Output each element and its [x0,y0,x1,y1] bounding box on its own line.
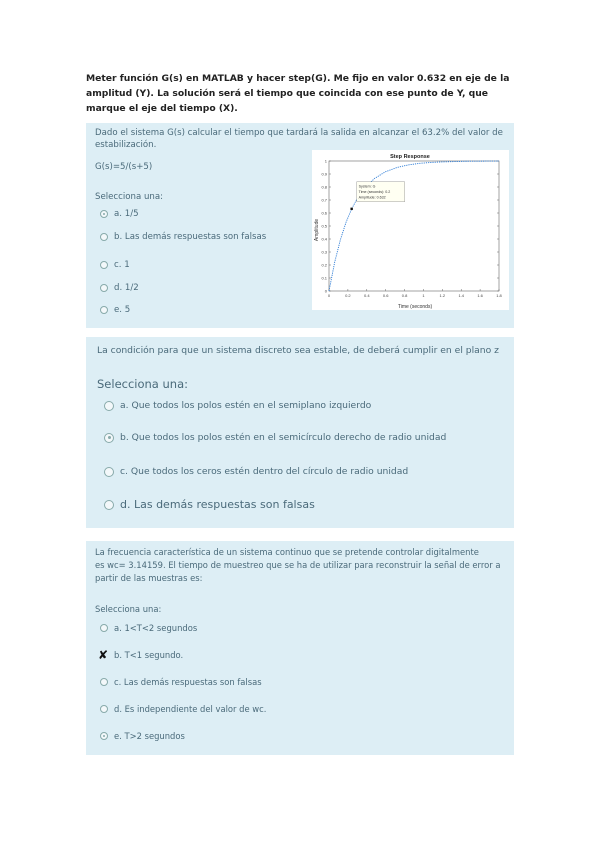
option-e[interactable] [100,305,130,315]
option-label: a. 1/5 [114,209,139,219]
x-tick-label: 1.8 [496,293,502,298]
option-b[interactable] [100,232,266,242]
option-c[interactable] [100,260,130,270]
option-d[interactable] [100,283,139,293]
option-a[interactable] [100,623,197,633]
question-text-line-2: es wc= 3.14159. El tiempo de muestreo que se ha de utilizar para reconstruir la señal de error a [95,560,501,570]
question-text-line-1: La frecuencia característica de un sistema continuo que se pretende controlar digitalmente [95,547,479,557]
y-tick-label: 0.9 [321,171,327,177]
option-c[interactable] [100,677,262,687]
option-d[interactable] [100,704,266,714]
x-tick-label: 0 [327,293,331,298]
y-tick-label: 0.3 [321,249,327,255]
option-label: c. Las demás respuestas son falsas [114,677,262,687]
radio-icon[interactable] [100,624,108,632]
option-a[interactable] [100,209,139,219]
option-label: c. 1 [114,260,130,270]
radio-selected-icon[interactable] [100,732,108,740]
radio-icon[interactable] [104,401,114,411]
plot-area [329,161,499,291]
option-label: a. 1<T<2 segundos [114,623,198,633]
datatip-marker [350,208,352,210]
select-label: Selecciona una: [95,192,164,202]
radio-icon[interactable] [100,284,108,292]
y-tick-label: 0.7 [321,197,327,203]
option-label: b. Que todos los polos estén en el semicírculo derecho de radio unidad [120,432,447,443]
option-a[interactable] [104,400,371,411]
datatip-text: System: G [358,184,376,189]
radio-icon[interactable] [100,678,108,686]
y-tick-label: 0.5 [321,223,327,229]
datatip-text: Amplitude: 0.632 [358,195,386,200]
radio-icon[interactable] [100,306,108,314]
chart-svg [312,150,509,310]
option-label: d. Las demás respuestas son falsas [120,498,315,511]
x-tick-label: 0.8 [401,293,408,298]
question-text: La condición para que un sistema discreto sea estable, de deberá cumplir en el plano z [97,345,499,356]
y-tick-label: 0.1 [321,275,327,281]
y-axis-label: Amplitude [314,218,320,242]
radio-icon[interactable] [100,261,108,269]
datatip-text: Time (seconds): 0.2 [358,189,391,194]
y-tick-label: 0.8 [321,184,327,190]
question-text-line-3: partir de las muestras es: [95,573,203,583]
x-tick-label: 0.4 [363,293,370,298]
x-axis-label: Time (seconds) [397,304,433,310]
radio-icon[interactable] [104,500,114,510]
option-label: e. 5 [114,305,131,315]
option-label: d. 1/2 [114,283,139,293]
option-label: d. Es independiente del valor de wc. [114,704,267,714]
radio-icon[interactable] [104,467,114,477]
question-card-3 [86,541,514,755]
y-tick-label: 0 [324,288,327,294]
option-e[interactable] [100,731,185,741]
option-label: a. Que todos los polos estén en el semiplano izquierdo [120,400,372,411]
radio-icon[interactable] [100,705,108,713]
y-tick-label: 1 [324,158,327,164]
x-tick-label: 1.2 [439,293,446,298]
option-b[interactable] [104,432,446,443]
question-card-2 [86,337,514,528]
option-label: e. T>2 segundos [114,731,185,741]
y-tick-label: 0.2 [321,262,327,268]
option-label: b. Las demás respuestas son falsas [114,232,267,242]
option-d[interactable] [104,498,315,511]
transfer-function: G(s)=5/(s+5) [95,162,153,172]
question-text: Dado el sistema G(s) calcular el tiempo que tardará la salida en alcanzar el 63.2% del valor de estabilización. [95,128,503,150]
select-label: Selecciona una: [97,377,189,391]
y-tick-label: 0.4 [321,236,327,242]
x-tick-label: 0.6 [382,293,389,298]
option-b[interactable] [98,648,183,662]
chart-title: Step Response [390,154,430,160]
x-tick-label: 1 [422,293,425,298]
option-c[interactable] [104,466,408,477]
y-tick-label: 0.6 [321,210,327,216]
radio-selected-icon[interactable] [104,433,114,443]
x-tick-label: 0.2 [345,293,351,298]
radio-selected-icon[interactable] [100,210,108,218]
intro-note: Meter función G(s) en MATLAB y hacer step(G). Me fijo en valor 0.632 en eje de la amplitud (Y). La solución será el tiempo que coincida con ese punto de Y, que marque el eje del tiempo (X). [86,73,510,114]
option-label: c. Que todos los ceros estén dentro del círculo de radio unidad [120,466,409,477]
x-tick-label: 1.6 [477,293,483,298]
incorrect-mark-icon: ✘ [98,648,109,662]
radio-icon[interactable] [100,233,108,241]
step-response-chart [312,150,509,310]
option-label: b. T<1 segundo. [114,650,184,660]
x-tick-label: 1.4 [458,293,465,298]
select-label: Selecciona una: [95,604,162,614]
